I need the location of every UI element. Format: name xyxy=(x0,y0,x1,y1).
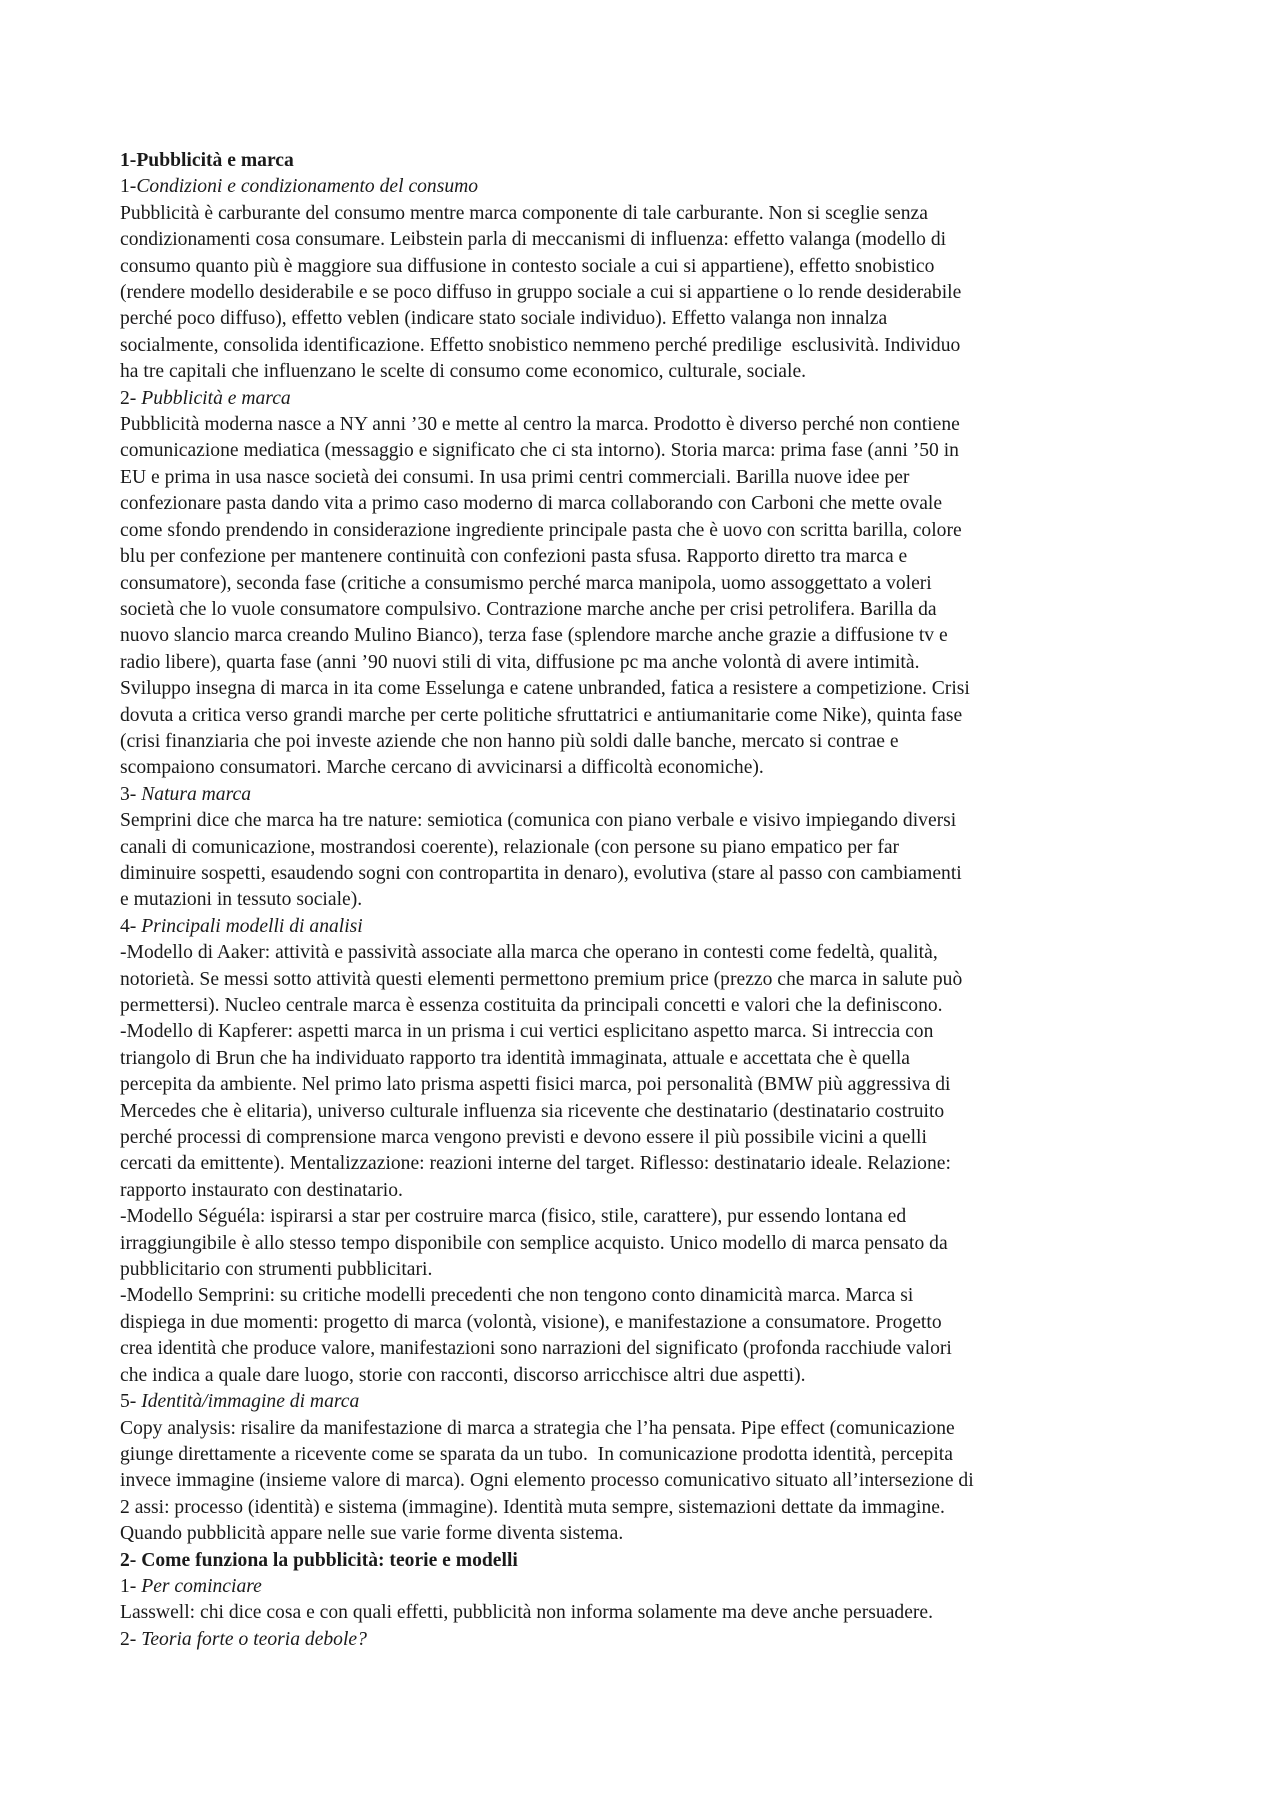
body-text: 1- xyxy=(120,1575,142,1597)
subsection-title: Condizioni e condizionamento del consumo xyxy=(136,176,479,198)
body-text: e mutazioni in tessuto sociale). xyxy=(120,889,363,911)
body-text: Semprini dice che marca ha tre nature: semiotica (comunica con piano verbale e visivo impiegando diversi xyxy=(120,810,957,832)
body-text: 3- xyxy=(120,783,142,805)
section-heading: 1-Pubblicità e marca xyxy=(120,150,294,171)
subsection-title: Principali modelli di analisi xyxy=(141,915,363,937)
body-text: Sviluppo insegna di marca in ita come Esselunga e catene unbranded, fatica a resistere a competizione. Crisi xyxy=(120,678,970,700)
text-line xyxy=(120,1019,1168,1045)
body-text: -Modello di Aaker: attività e passività associate alla marca che operano in contesti come fedeltà, qualità, xyxy=(120,942,938,964)
body-text: 2 assi: processo (identità) e sistema (immagine). Identità muta sempre, sistemazioni dettate da immagine. xyxy=(120,1496,945,1518)
text-line xyxy=(120,1548,1168,1574)
body-text: rapporto instaurato con destinatario. xyxy=(120,1179,403,1201)
body-text: nuovo slancio marca creando Mulino Bianco), terza fase (splendore marche anche grazie a diffusione tv e xyxy=(120,625,948,647)
text-line xyxy=(120,412,1168,438)
text-line xyxy=(120,1521,1168,1547)
text-line xyxy=(120,333,1168,359)
body-text: come sfondo prendendo in considerazione ingrediente principale pasta che è uovo con scritta barilla, colore xyxy=(120,519,962,541)
body-text: -Modello di Kapferer: aspetti marca in un prisma i cui vertici esplicitano aspetto marca. Si intreccia con xyxy=(120,1021,934,1043)
text-line xyxy=(120,1204,1168,1230)
body-text: permettersi). Nucleo centrale marca è essenza costituita da principali concetti e valori che la definiscono. xyxy=(120,995,943,1016)
text-line xyxy=(120,174,1168,200)
text-line xyxy=(120,1574,1168,1600)
text-line xyxy=(120,1125,1168,1151)
text-line xyxy=(120,518,1168,544)
document-page xyxy=(120,148,1168,1653)
text-line xyxy=(120,1495,1168,1521)
text-line xyxy=(120,465,1168,491)
text-line xyxy=(120,1072,1168,1098)
text-line xyxy=(120,1363,1168,1389)
body-text: (crisi finanziaria che poi investe aziende che non hanno più soldi dalle banche, mercato si contrae e xyxy=(120,730,899,752)
body-text: 1- xyxy=(120,176,137,198)
text-line xyxy=(120,1416,1168,1442)
subsection-title: Per cominciare xyxy=(141,1575,262,1597)
text-line xyxy=(120,808,1168,834)
text-line xyxy=(120,306,1168,332)
text-line xyxy=(120,703,1168,729)
text-line xyxy=(120,1389,1168,1415)
text-line xyxy=(120,1231,1168,1257)
body-text: Copy analysis: risalire da manifestazione di marca a strategia che l’ha pensata. Pipe effect (comunicazione xyxy=(120,1417,955,1439)
text-line xyxy=(120,1468,1168,1494)
body-text: confezionare pasta dando vita a primo caso moderno di marca collaborando con Carboni che mette ovale xyxy=(120,493,943,515)
body-text: scompaiono consumatori. Marche cercano di avvicinarsi a difficoltà economiche). xyxy=(120,757,764,779)
body-text: diminuire sospetti, esaudendo sogni con contropartita in denaro), evolutiva (stare al passo con cambiamenti xyxy=(120,862,962,884)
text-line xyxy=(120,280,1168,306)
text-line xyxy=(120,1442,1168,1468)
body-text: 2- xyxy=(120,387,142,409)
body-text: radio libere), quarta fase (anni ’90 nuovi stili di vita, diffusione pc ma anche volontà di avere intimità. xyxy=(120,651,920,673)
text-line xyxy=(120,1283,1168,1309)
text-line xyxy=(120,887,1168,913)
text-line xyxy=(120,1257,1168,1283)
text-line xyxy=(120,1336,1168,1362)
text-line xyxy=(120,254,1168,280)
text-line xyxy=(120,438,1168,464)
body-text: Pubblicità moderna nasce a NY anni ’30 e mette al centro la marca. Prodotto è diverso perché non contiene xyxy=(120,414,960,436)
body-text: irraggiungibile è allo stesso tempo disponibile con semplice acquisto. Unico modello di marca pensato da xyxy=(120,1232,948,1254)
text-line xyxy=(120,544,1168,570)
text-line xyxy=(120,835,1168,861)
body-text: Quando pubblicità appare nelle sue varie forme diventa sistema. xyxy=(120,1523,624,1545)
body-text: invece immagine (insieme valore di marca). Ogni elemento processo comunicativo situato all’intersezione di xyxy=(120,1470,974,1492)
section-heading: 2- Come funziona la pubblicità: teorie e modelli xyxy=(120,1549,518,1571)
subsection-title: Teoria forte o teoria debole? xyxy=(141,1628,367,1650)
body-text: crea identità che produce valore, manifestazioni sono narrazioni del significato (profonda racchiude valori xyxy=(120,1338,952,1360)
subsection-title: Pubblicità e marca xyxy=(141,387,291,409)
body-text: perché processi di comprensione marca vengono previsti e devono essere il più possibile vicini a quelli xyxy=(120,1127,927,1149)
body-text: consumatore), seconda fase (critiche a consumismo perché marca manipola, uomo assoggettato a voleri xyxy=(120,572,932,594)
body-text: pubblicitario con strumenti pubblicitari. xyxy=(120,1259,433,1281)
body-text: triangolo di Brun che ha individuato rapporto tra identità immaginata, attuale e accettata che è quella xyxy=(120,1047,910,1069)
body-text: che indica a quale dare luogo, storie con racconti, discorso arricchisce altri due aspetti). xyxy=(120,1364,806,1386)
subsection-title: Natura marca xyxy=(141,783,251,805)
body-text: Mercedes che è elitaria), universo culturale influenza sia ricevente che destinatario (destinatario costruito xyxy=(120,1100,945,1122)
text-line xyxy=(120,967,1168,993)
text-line xyxy=(120,1310,1168,1336)
body-text: ha tre capitali che influenzano le scelte di consumo come economico, culturale, sociale. xyxy=(120,361,807,383)
text-line xyxy=(120,993,1168,1019)
body-text: (rendere modello desiderabile e se poco diffuso in gruppo sociale a cui si appartiene o lo rende desiderabile xyxy=(120,282,962,304)
text-line xyxy=(120,1600,1168,1626)
text-line xyxy=(120,386,1168,412)
body-text: blu per confezione per mantenere continuità con confezioni pasta sfusa. Rapporto diretto tra marca e xyxy=(120,546,908,568)
text-line xyxy=(120,571,1168,597)
text-line xyxy=(120,491,1168,517)
body-text: cercati da emittente). Mentalizzazione: reazioni interne del target. Riflesso: destinatario ideale. Relazione: xyxy=(120,1153,951,1175)
body-text: società che lo vuole consumatore compulsivo. Contrazione marche anche per crisi petrolifera. Barilla da xyxy=(120,598,937,620)
text-line xyxy=(120,1178,1168,1204)
body-text: comunicazione mediatica (messaggio e significato che ci sta intorno). Storia marca: prima fase (anni ’50 in xyxy=(120,440,959,462)
text-line xyxy=(120,597,1168,623)
text-line xyxy=(120,676,1168,702)
text-line xyxy=(120,914,1168,940)
body-text: giunge direttamente a ricevente come se sparata da un tubo. In comunicazione prodotta identità, percepita xyxy=(120,1443,953,1465)
text-line xyxy=(120,227,1168,253)
body-text: socialmente, consolida identificazione. Effetto snobistico nemmeno perché predilige esclusività. Individuo xyxy=(120,334,961,356)
body-text: -Modello Semprini: su critiche modelli precedenti che non tengono conto dinamicità marca. Marca si xyxy=(120,1285,914,1307)
body-text: percepita da ambiente. Nel primo lato prisma aspetti fisici marca, poi personalità (BMW più aggressiva di xyxy=(120,1074,951,1096)
text-line xyxy=(120,1151,1168,1177)
body-text: consumo quanto più è maggiore sua diffusione in contesto sociale a cui si appartiene), effetto snobistico xyxy=(120,255,935,277)
body-text: EU e prima in usa nasce società dei consumi. In usa primi centri commerciali. Barilla nuove idee per xyxy=(120,466,910,488)
text-line xyxy=(120,755,1168,781)
body-text: dovuta a critica verso grandi marche per certe politiche sfruttatrici e antiumanitarie come Nike), quinta fase xyxy=(120,704,963,726)
text-line xyxy=(120,623,1168,649)
body-text: perché poco diffuso), effetto veblen (indicare stato sociale individuo). Effetto valanga non innalza xyxy=(120,308,888,330)
text-line xyxy=(120,148,1168,174)
text-line xyxy=(120,729,1168,755)
body-text: dispiega in due momenti: progetto di marca (volontà, visione), e manifestazione a consumatore. Progetto xyxy=(120,1311,942,1333)
text-line xyxy=(120,1099,1168,1125)
body-text: condizionamenti cosa consumare. Leibstein parla di meccanismi di influenza: effetto valanga (modello di xyxy=(120,229,947,251)
body-text: 5- xyxy=(120,1391,142,1413)
body-text: notorietà. Se messi sotto attività questi elementi permettono premium price (prezzo che marca in salute può xyxy=(120,968,963,990)
body-text: 4- xyxy=(120,915,142,937)
text-line xyxy=(120,940,1168,966)
text-line xyxy=(120,782,1168,808)
text-line xyxy=(120,1627,1168,1653)
text-line xyxy=(120,359,1168,385)
text-line xyxy=(120,1046,1168,1072)
body-text: Lasswell: chi dice cosa e con quali effetti, pubblicità non informa solamente ma deve anche persuadere. xyxy=(120,1602,934,1624)
body-text: Pubblicità è carburante del consumo mentre marca componente di tale carburante. Non si sceglie senza xyxy=(120,202,928,224)
text-line xyxy=(120,861,1168,887)
body-text: -Modello Séguéla: ispirarsi a star per costruire marca (fisico, stile, carattere), pur essendo lontana ed xyxy=(120,1206,907,1228)
subsection-title: Identità/immagine di marca xyxy=(141,1391,360,1413)
body-text: canali di comunicazione, mostrandosi coerente), relazionale (con persone su piano empatico per far xyxy=(120,836,900,858)
body-text: 2- xyxy=(120,1628,142,1650)
text-line xyxy=(120,201,1168,227)
text-line xyxy=(120,650,1168,676)
